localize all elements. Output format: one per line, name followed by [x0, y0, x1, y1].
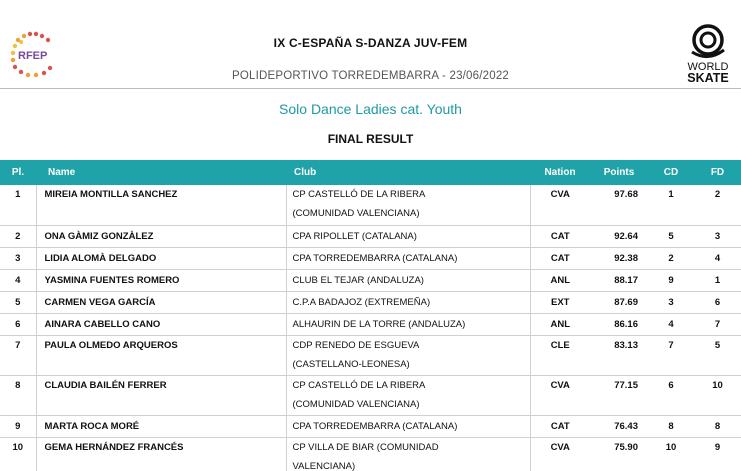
- cell-nation: CAT: [530, 247, 590, 269]
- cell-points: 97.68: [590, 185, 648, 225]
- table-row: [0, 375, 741, 415]
- cell-club: [286, 313, 530, 335]
- cell-nation: CAT: [530, 225, 590, 247]
- cell-points: 92.38: [590, 247, 648, 269]
- results-body: [0, 185, 741, 471]
- cell-club: [286, 269, 530, 291]
- club-line-2: VALENCIANA): [292, 460, 356, 471]
- club-line-1: CP CASTELLÓ DE LA RIBERA: [292, 189, 426, 200]
- cell-place: 4: [0, 269, 36, 291]
- cell-nation: EXT: [530, 291, 590, 313]
- col-header-cd: CD: [648, 160, 694, 185]
- cell-club: [286, 335, 530, 375]
- cell-name: CARMEN VEGA GARCÍA: [36, 291, 286, 313]
- club-line-1: CPA TORREDEMBARRA (CATALANA): [292, 420, 458, 432]
- club-line-2: (CASTELLANO-LEONESA): [292, 358, 410, 370]
- category-title: Solo Dance Ladies cat. Youth: [279, 101, 462, 117]
- col-header-club: Club: [286, 160, 530, 185]
- cell-fd: 7: [694, 313, 741, 335]
- club-line-1: CPA TORREDEMBARRA (CATALANA): [292, 252, 458, 264]
- club-line-1: CP CASTELLÓ DE LA RIBERA: [292, 379, 426, 391]
- cell-cd: 5: [648, 225, 694, 247]
- cell-cd: 10: [648, 437, 694, 471]
- cell-place: 7: [0, 335, 36, 375]
- col-header-nation: Nation: [530, 160, 590, 185]
- cell-place: 9: [0, 415, 36, 437]
- table-row: [0, 225, 741, 247]
- cell-place: 10: [0, 437, 36, 471]
- club-line-1: CDP RENEDO DE ESGUEVA: [292, 339, 420, 351]
- cell-club: [286, 225, 530, 247]
- cell-fd: 3: [694, 225, 741, 247]
- cell-points: 83.13: [590, 335, 648, 375]
- col-header-fd: FD: [694, 160, 741, 185]
- table-row: [0, 269, 741, 291]
- cell-fd: 9: [694, 437, 741, 471]
- cell-points: 92.64: [590, 225, 648, 247]
- cell-cd: 7: [648, 335, 694, 375]
- cell-name: CLAUDIA BAILÉN FERRER: [36, 375, 286, 415]
- cell-nation: CVA: [530, 375, 590, 415]
- table-row: [0, 247, 741, 269]
- table-row: [0, 185, 741, 225]
- table-row: [0, 437, 741, 471]
- cell-fd: 6: [694, 291, 741, 313]
- cell-name: ONA GÀMIZ GONZÀLEZ: [36, 225, 286, 247]
- cell-place: 5: [0, 291, 36, 313]
- cell-name: AINARA CABELLO CANO: [36, 313, 286, 335]
- result-title: FINAL RESULT: [327, 132, 414, 146]
- cell-cd: 9: [648, 269, 694, 291]
- cell-fd: 5: [694, 335, 741, 375]
- cell-nation: CAT: [530, 415, 590, 437]
- cell-nation: CVA: [530, 185, 590, 225]
- cell-cd: 2: [648, 247, 694, 269]
- svg-text:WORLD: WORLD: [687, 61, 729, 73]
- club-line-2: (COMUNIDAD VALENCIANA): [292, 398, 420, 410]
- event-title: IX C-ESPAÑA S-DANZA JUV-FEM: [273, 36, 468, 50]
- cell-points: 86.16: [590, 313, 648, 335]
- cell-club: [286, 291, 530, 313]
- cell-club: [286, 437, 530, 471]
- cell-place: 2: [0, 225, 36, 247]
- cell-club: [286, 375, 530, 415]
- cell-fd: 2: [694, 185, 741, 225]
- cell-cd: 8: [648, 415, 694, 437]
- results-table: [0, 160, 741, 471]
- cell-club: [286, 185, 530, 225]
- cell-cd: 6: [648, 375, 694, 415]
- header-divider: [0, 88, 741, 89]
- table-row: [0, 335, 741, 375]
- cell-name: LIDIA ALOMÀ DELGADO: [36, 247, 286, 269]
- col-header-name: Name: [36, 160, 286, 185]
- cell-fd: 4: [694, 247, 741, 269]
- cell-name: GEMA HERNÁNDEZ FRANCÉS: [36, 437, 286, 471]
- cell-cd: 1: [648, 185, 694, 225]
- club-line-2: (COMUNIDAD VALENCIANA): [292, 208, 420, 219]
- cell-name: YASMINA FUENTES ROMERO: [36, 269, 286, 291]
- cell-name: MARTA ROCA MORÉ: [36, 415, 286, 437]
- cell-place: 8: [0, 375, 36, 415]
- cell-cd: 4: [648, 313, 694, 335]
- club-line-1: ALHAURIN DE LA TORRE (ANDALUZA): [292, 318, 466, 330]
- cell-nation: ANL: [530, 313, 590, 335]
- table-row: [0, 291, 741, 313]
- cell-name: PAULA OLMEDO ARQUEROS: [36, 335, 286, 375]
- table-row: [0, 415, 741, 437]
- cell-points: 77.15: [590, 375, 648, 415]
- cell-fd: 1: [694, 269, 741, 291]
- cell-fd: 10: [694, 375, 741, 415]
- club-line-1: CLUB EL TEJAR (ANDALUZA): [292, 274, 424, 286]
- club-line-1: CPA RIPOLLET (CATALANA): [292, 230, 417, 242]
- cell-nation: CLE: [530, 335, 590, 375]
- cell-name: MIREIA MONTILLA SANCHEZ: [36, 185, 286, 225]
- svg-text:SKATE: SKATE: [687, 71, 729, 84]
- col-header-pl: Pl.: [0, 160, 36, 185]
- cell-points: 75.90: [590, 437, 648, 471]
- cell-place: 1: [0, 185, 36, 225]
- cell-place: 6: [0, 313, 36, 335]
- cell-cd: 3: [648, 291, 694, 313]
- cell-points: 88.17: [590, 269, 648, 291]
- club-line-1: CP VILLA DE BIAR (COMUNIDAD: [292, 441, 439, 453]
- cell-club: [286, 415, 530, 437]
- table-row: [0, 313, 741, 335]
- cell-fd: 8: [694, 415, 741, 437]
- col-header-points: Points: [590, 160, 648, 185]
- cell-place: 3: [0, 247, 36, 269]
- club-line-1: C.P.A BADAJOZ (EXTREMEÑA): [292, 296, 431, 308]
- cell-points: 87.69: [590, 291, 648, 313]
- cell-nation: ANL: [530, 269, 590, 291]
- cell-nation: CVA: [530, 437, 590, 471]
- table-header-row: [0, 160, 741, 185]
- venue-date: POLIDEPORTIVO TORREDEMBARRA - 23/06/2022: [231, 70, 510, 82]
- svg-text:RFEP: RFEP: [18, 50, 48, 62]
- cell-points: 76.43: [590, 415, 648, 437]
- cell-club: [286, 247, 530, 269]
